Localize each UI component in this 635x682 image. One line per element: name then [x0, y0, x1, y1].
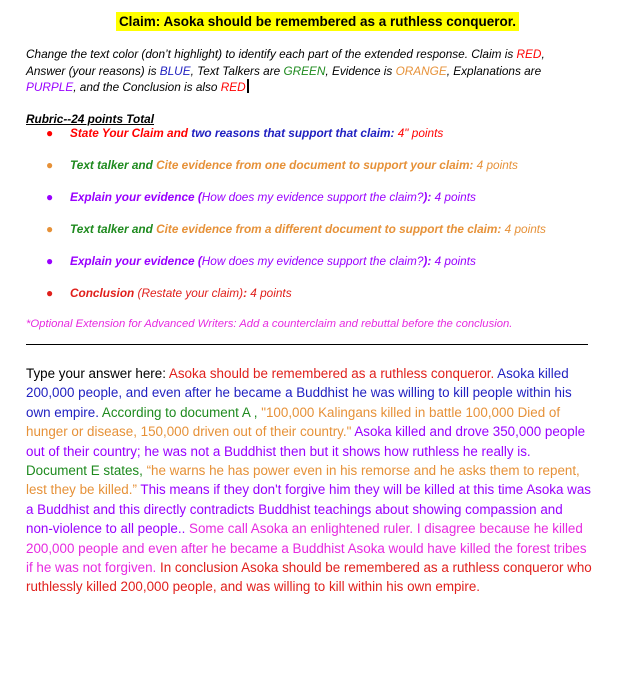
- claim-title[interactable]: Claim: Asoka should be remembered as a ruthless conqueror.: [116, 12, 519, 31]
- rubric-item-label: State Your Claim and: [70, 126, 192, 140]
- rubric-item-hint: How does my evidence support the claim?: [201, 190, 424, 204]
- instr-text: , Text Talkers are: [190, 63, 284, 78]
- answer-prompt: Type your answer here:: [26, 366, 169, 381]
- rubric-item-label: ):: [423, 254, 435, 268]
- horizontal-rule: [26, 344, 588, 345]
- optional-extension-note[interactable]: *Optional Extension for Advanced Writers: Add a counterclaim and rebuttal before the conclusion.: [26, 318, 513, 330]
- rubric-item-points: 4 points: [250, 286, 292, 300]
- rubric-item-hint: (Restate your claim): [137, 286, 244, 300]
- bullet-icon: ●: [46, 190, 54, 204]
- rubric-item-points: 4 points: [434, 190, 476, 204]
- answer-text-area[interactable]: [26, 364, 592, 597]
- rubric-item-label: :: [243, 286, 251, 300]
- instr-text: , Answer (your reasons) is: [26, 47, 545, 78]
- bullet-icon: ●: [46, 126, 54, 140]
- instr-green-word: GREEN: [283, 63, 326, 78]
- rubric-item-points: 4" points: [397, 126, 444, 140]
- instr-blue-word: BLUE: [159, 63, 191, 78]
- rubric-item-label: Explain your evidence (: [70, 254, 202, 268]
- title-container: [0, 12, 635, 31]
- instr-purple-word: PURPLE: [26, 80, 74, 94]
- instr-text: , and the Conclusion is also: [73, 80, 221, 94]
- instr-orange-word: ORANGE: [395, 63, 447, 78]
- rubric-item-label: ):: [423, 190, 435, 204]
- answer-evidence: “he warns he has power even in his remorse and he asks them to repent, lest they be killed.”: [26, 463, 580, 498]
- instr-text: Change the text color (don’t highlight) to identify each part of the extended response. Claim is: [26, 47, 517, 61]
- rubric-item-label: two reasons that support that claim:: [191, 126, 398, 140]
- rubric-title[interactable]: Rubric--24 points Total: [26, 112, 155, 126]
- answer-text-talker: According to document A ,: [98, 404, 262, 420]
- rubric-item-label: Text talker and: [70, 222, 157, 236]
- bullet-icon: ●: [46, 222, 54, 236]
- bullet-icon: ●: [46, 158, 54, 172]
- rubric-item-label: Conclusion: [70, 286, 138, 300]
- instr-text: , Evidence is: [325, 63, 396, 78]
- answer-explanation: Asoka killed and drove 350,000 people out of their country; he was not a Buddhist then but it shows how ruthless he really is.: [26, 424, 586, 459]
- answer-reasons: Asoka killed 200,000 people, and even after he became a Buddhist he was willing to kill people within his own empire.: [26, 366, 572, 420]
- instr-red-word: RED: [220, 80, 246, 94]
- answer-counterclaim: Some call Asoka an enlightened ruler. I disagree because he killed 200,000 people and even after he became a Buddhist Asoka would have killed the forest tribes if he was not forgiven.: [26, 521, 587, 576]
- answer-claim: Asoka should be remembered as a ruthless conqueror.: [168, 366, 495, 381]
- rubric-item-label: Explain your evidence (: [70, 190, 202, 204]
- rubric-item-label: Cite evidence from one document to support your claim:: [156, 158, 477, 172]
- instr-red-word: RED: [516, 47, 542, 61]
- bullet-icon: ●: [46, 286, 54, 300]
- instructions-paragraph[interactable]: [26, 46, 586, 96]
- rubric-item-label: Cite evidence from a different document to support the claim:: [156, 222, 505, 236]
- rubric-item-points: 4 points: [476, 158, 518, 172]
- answer-evidence: "100,000 Kalingans killed in battle 100,000 Died of hunger or disease, 150,000 driven out of their country.": [26, 404, 561, 440]
- rubric-item-hint: How does my evidence support the claim?: [201, 254, 424, 268]
- rubric-item-points: 4 points: [434, 254, 476, 268]
- answer-text-talker: Document E states,: [26, 463, 147, 479]
- answer-explanation: This means if they don't forgive him they will be killed at this time Asoka was a Buddhist and this directly contradicts Buddhist teachings about showing compassion and non-violence to all people..: [26, 482, 591, 537]
- answer-conclusion: In conclusion Asoka should be remembered as a ruthless conqueror who ruthlessly killed 200,000 people, and was willing to kill within his own empire.: [26, 560, 592, 595]
- rubric-item-label: Text talker and: [70, 158, 157, 172]
- text-cursor: [247, 79, 249, 93]
- bullet-icon: ●: [46, 254, 54, 268]
- rubric-item-points: 4 points: [504, 222, 546, 236]
- instr-text: , Explanations are: [446, 63, 542, 78]
